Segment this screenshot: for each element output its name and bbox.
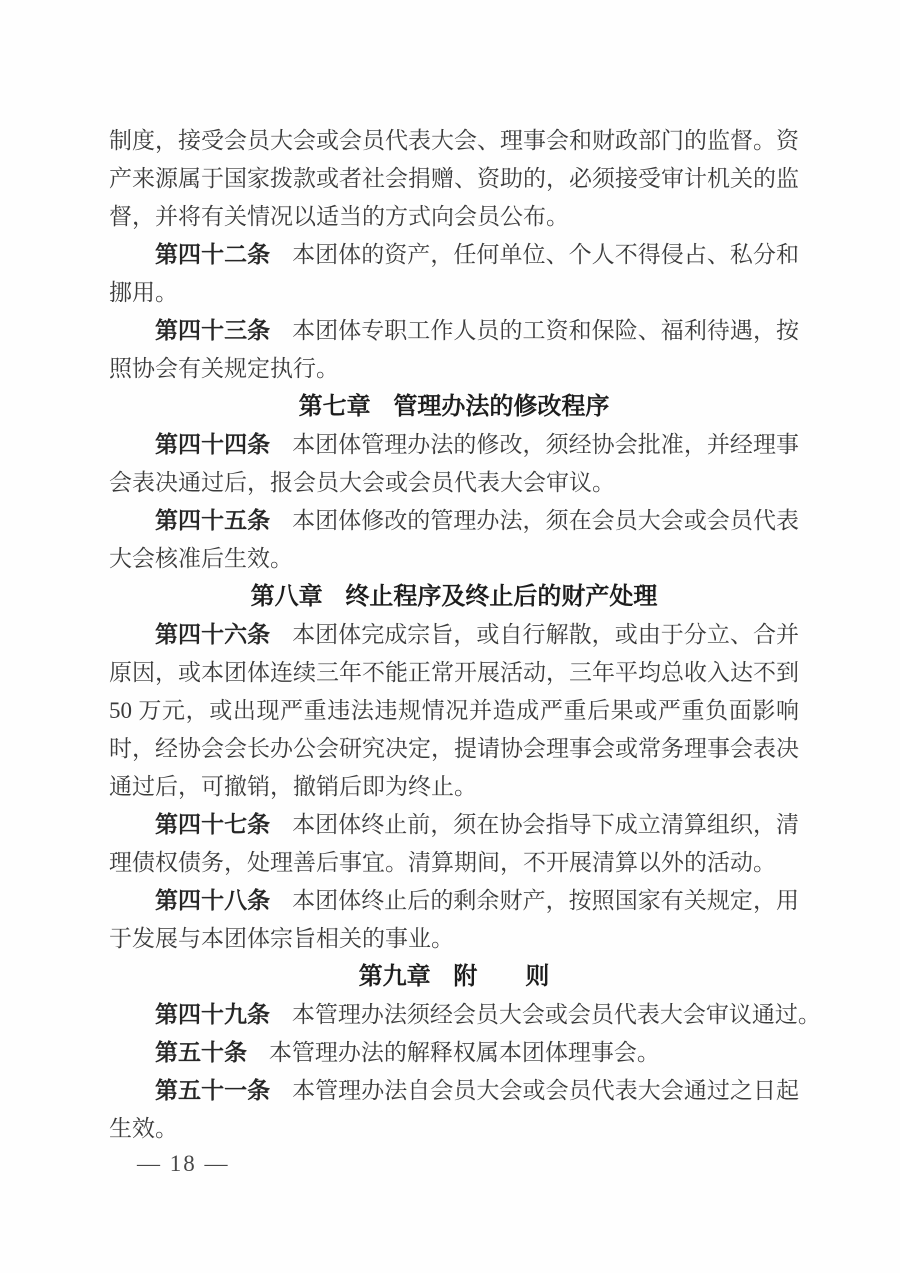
chapter-9-number: 第九章	[358, 963, 431, 990]
article-47	[109, 806, 799, 882]
article-51-number: 第五十一条	[155, 1078, 271, 1103]
article-45-text: 本团体修改的管理办法，须在会员大会或会员代表大会核准后生效。	[109, 508, 800, 571]
article-43	[109, 312, 799, 388]
article-46-text: 本团体完成宗旨，或自行解散，或由于分立、合并原因，或本团体连续三年不能正常开展活动，三年平均总收入达不到50 万元，或出现严重违法违规情况并造成严重后果或严重负面影响时，经协会会长办公会研究决定，提请协会理事会或常务理事会表决通过后，可撤销，撤销后即为终止。	[109, 622, 800, 799]
article-50-number: 第五十条	[155, 1040, 247, 1065]
article-50	[109, 1034, 799, 1072]
chapter-7-heading	[109, 388, 799, 426]
article-48	[109, 882, 799, 958]
article-42-number: 第四十二条	[155, 242, 271, 267]
article-49-number: 第四十九条	[155, 1002, 270, 1027]
article-47-number: 第四十七条	[155, 812, 271, 837]
document-body	[109, 122, 821, 1148]
article-51	[109, 1072, 799, 1148]
article-47-text: 本团体终止前，须在协会指导下成立清算组织，清理债权债务，处理善后事宜。清算期间，不开展清算以外的活动。	[109, 812, 800, 875]
continuation-paragraph: 制度，接受会员大会或会员代表大会、理事会和财政部门的监督。资产来源属于国家拨款或者社会捐赠、资助的，必须接受审计机关的监督，并将有关情况以适当的方式向会员公布。	[109, 128, 799, 229]
article-48-number: 第四十八条	[155, 888, 271, 913]
article-43-text: 本团体专职工作人员的工资和保险、福利待遇，按照协会有关规定执行。	[109, 318, 800, 381]
article-44-text: 本团体管理办法的修改，须经协会批准，并经理事会表决通过后，报会员大会或会员代表大会审议。	[109, 432, 800, 495]
chapter-7-title: 管理办法的修改程序	[393, 393, 610, 420]
page-number: — 18 —	[137, 1151, 230, 1176]
article-49	[109, 996, 821, 1034]
article-48-text: 本团体终止后的剩余财产，按照国家有关规定，用于发展与本团体宗旨相关的事业。	[109, 888, 800, 951]
article-43-number: 第四十三条	[155, 318, 271, 343]
article-46-number: 第四十六条	[155, 622, 271, 647]
article-45-number: 第四十五条	[155, 508, 271, 533]
article-51-text: 本管理办法自会员大会或会员代表大会通过之日起生效。	[109, 1078, 800, 1141]
chapter-8-number: 第八章	[250, 583, 323, 610]
article-45	[109, 502, 799, 578]
article-44-number: 第四十四条	[155, 432, 271, 457]
chapter-7-number: 第七章	[298, 393, 371, 420]
chapter-8-heading	[109, 578, 799, 616]
chapter-8-title: 终止程序及终止后的财产处理	[345, 583, 658, 610]
chapter-9-title: 附 则	[453, 963, 550, 990]
article-42	[109, 236, 799, 312]
article-49-text: 本管理办法须经会员大会或会员代表大会审议通过。	[291, 1002, 821, 1027]
article-50-text: 本管理办法的解释权属本团体理事会。	[268, 1040, 660, 1065]
article-44	[109, 426, 799, 502]
article-46	[109, 616, 799, 806]
article-42-text: 本团体的资产，任何单位、个人不得侵占、私分和挪用。	[109, 242, 800, 305]
chapter-9-heading	[109, 958, 799, 996]
